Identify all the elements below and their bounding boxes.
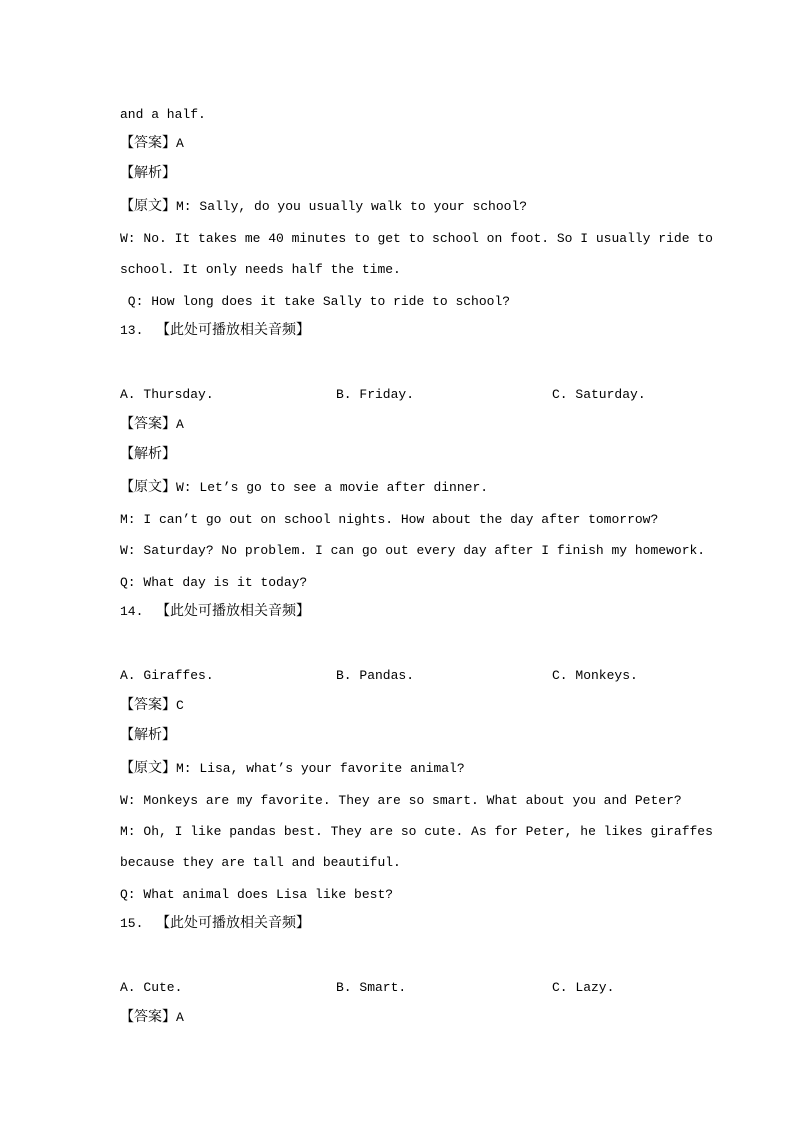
q13-answer [120,416,184,433]
q14-transcript-line [120,760,465,777]
q13-transcript-line [120,479,488,496]
transcript-text: M: Sally, do you usually walk to your school? [176,199,528,214]
q15-header [120,915,310,932]
q12-transcript-line: Q: How long does it take Sally to ride to school? [120,294,511,309]
q13-analysis-tag: 【解析】 [120,446,176,462]
question-number: 15. [120,916,144,931]
q13-transcript-line: M: I can’t go out on school nights. How about the day after tomorrow? [120,512,659,527]
q15-answer [120,1009,184,1026]
answer-value: A [176,1010,184,1025]
q13-option-a: A. Thursday. [120,387,214,402]
q13-transcript-line: Q: What day is it today? [120,575,308,590]
q15-option-c: C. Lazy. [552,980,615,995]
q13-option-c: C. Saturday. [552,387,646,402]
q14-option-b: B. Pandas. [336,668,415,683]
source-tag: 【原文】 [120,479,176,495]
answer-value: C [176,698,184,713]
question-number: 14. [120,604,144,619]
q14-option-a: A. Giraffes. [120,668,214,683]
answer-tag: 【答案】 [120,135,176,151]
audio-tag[interactable]: 【此处可播放相关音频】 [156,915,310,931]
continuation-text: and a half. [120,107,206,122]
q14-header [120,603,310,620]
answer-tag: 【答案】 [120,697,176,713]
transcript-text: W: Let’s go to see a movie after dinner. [176,480,489,495]
q13-header [120,322,310,339]
source-tag: 【原文】 [120,760,176,776]
answer-value: A [176,417,184,432]
q13-transcript-line: W: Saturday? No problem. I can go out every day after I finish my homework. [120,543,706,558]
transcript-text: M: Lisa, what’s your favorite animal? [176,761,465,776]
answer-tag: 【答案】 [120,416,176,432]
q12-analysis-tag: 【解析】 [120,165,176,181]
q12-transcript-line [120,198,527,215]
q15-option-a: A. Cute. [120,980,183,995]
q13-option-b: B. Friday. [336,387,415,402]
q14-analysis-tag: 【解析】 [120,727,176,743]
audio-tag[interactable]: 【此处可播放相关音频】 [156,322,310,338]
q14-transcript-line: because they are tall and beautiful. [120,855,401,870]
q12-transcript-line: W: No. It takes me 40 minutes to get to school on foot. So I usually ride to [120,231,713,246]
q12-answer [120,135,184,152]
answer-value: A [176,136,184,151]
q14-answer [120,697,184,714]
answer-tag: 【答案】 [120,1009,176,1025]
audio-tag[interactable]: 【此处可播放相关音频】 [156,603,310,619]
q14-transcript-line: W: Monkeys are my favorite. They are so smart. What about you and Peter? [120,793,682,808]
q14-transcript-line: Q: What animal does Lisa like best? [120,887,394,902]
question-number: 13. [120,323,144,338]
q14-transcript-line: M: Oh, I like pandas best. They are so cute. As for Peter, he likes giraffes [120,824,713,839]
q12-transcript-line: school. It only needs half the time. [120,262,401,277]
q14-option-c: C. Monkeys. [552,668,638,683]
q15-option-b: B. Smart. [336,980,407,995]
source-tag: 【原文】 [120,198,176,214]
